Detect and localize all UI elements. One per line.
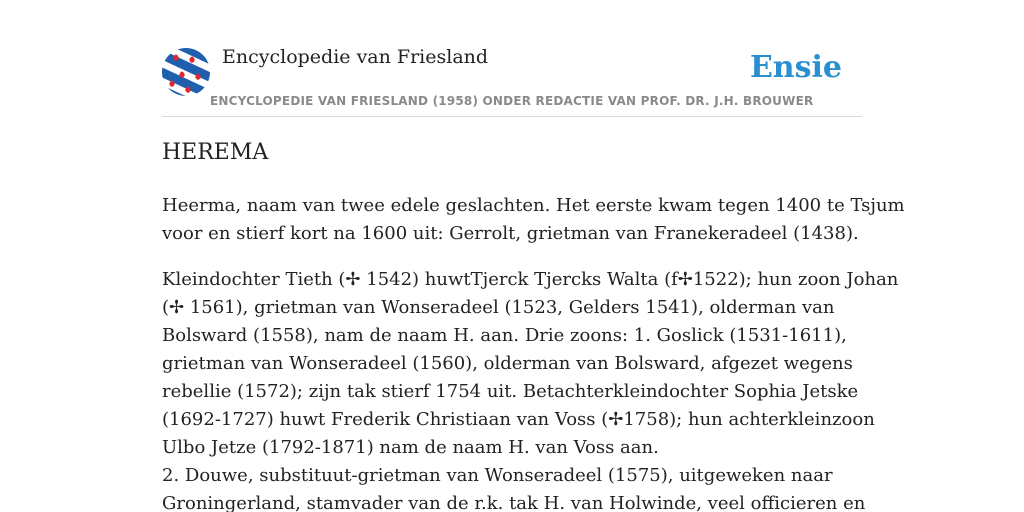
text-line: Ulbo Jetze (1792-1871) nam de naam H. van Voss aan. [162,437,659,458]
text-line: Heerma, naam van twee edele geslachten. Het eerste kwam tegen 1400 te Tsjum [162,195,905,216]
text-line: Bolsward (1558), nam de naam H. aan. Drie zoons: 1. Goslick (1531-1611), [162,325,847,346]
text-line: (✢ 1561), grietman van Wonseradeel (1523, Gelders 1541), olderman van [162,297,835,318]
frisian-flag-icon[interactable] [162,48,210,96]
paragraph-1 [162,192,905,248]
text-line: voor en stierf kort na 1600 uit: Gerrolt, grietman van Franekeradeel (1438). [162,223,859,244]
text-line: Kleindochter Tieth (✢ 1542) huwtTjerck Tjercks Walta (f✢1522); hun zoon Johan [162,269,899,290]
text-line: 2. Douwe, substituut-grietman van Wonseradeel (1575), uitgeweken naar [162,465,833,486]
text-line: Groningerland, stamvader van de r.k. tak H. van Holwinde, veel officieren en [162,493,866,512]
ensie-logo[interactable]: Ensie [749,50,842,85]
text-line: grietman van Wonseradeel (1560), olderman van Bolsward, afgezet wegens [162,353,853,374]
text-line: rebellie (1572); zijn tak stierf 1754 uit. Betachterkleindochter Sophia Jetske [162,381,859,402]
paragraph-2 [162,266,899,512]
site-header [162,44,862,117]
text-line: (1692-1727) huwt Frederik Christiaan van Voss (✢1758); hun achterkleinzoon [162,409,875,430]
site-subtitle: ENCYCLOPEDIE VAN FRIESLAND (1958) ONDER REDACTIE VAN PROF. DR. J.H. BROUWER [210,94,814,108]
page-title: HEREMA [162,140,269,165]
article-body [162,192,905,512]
site-title[interactable]: Encyclopedie van Friesland [222,46,489,68]
